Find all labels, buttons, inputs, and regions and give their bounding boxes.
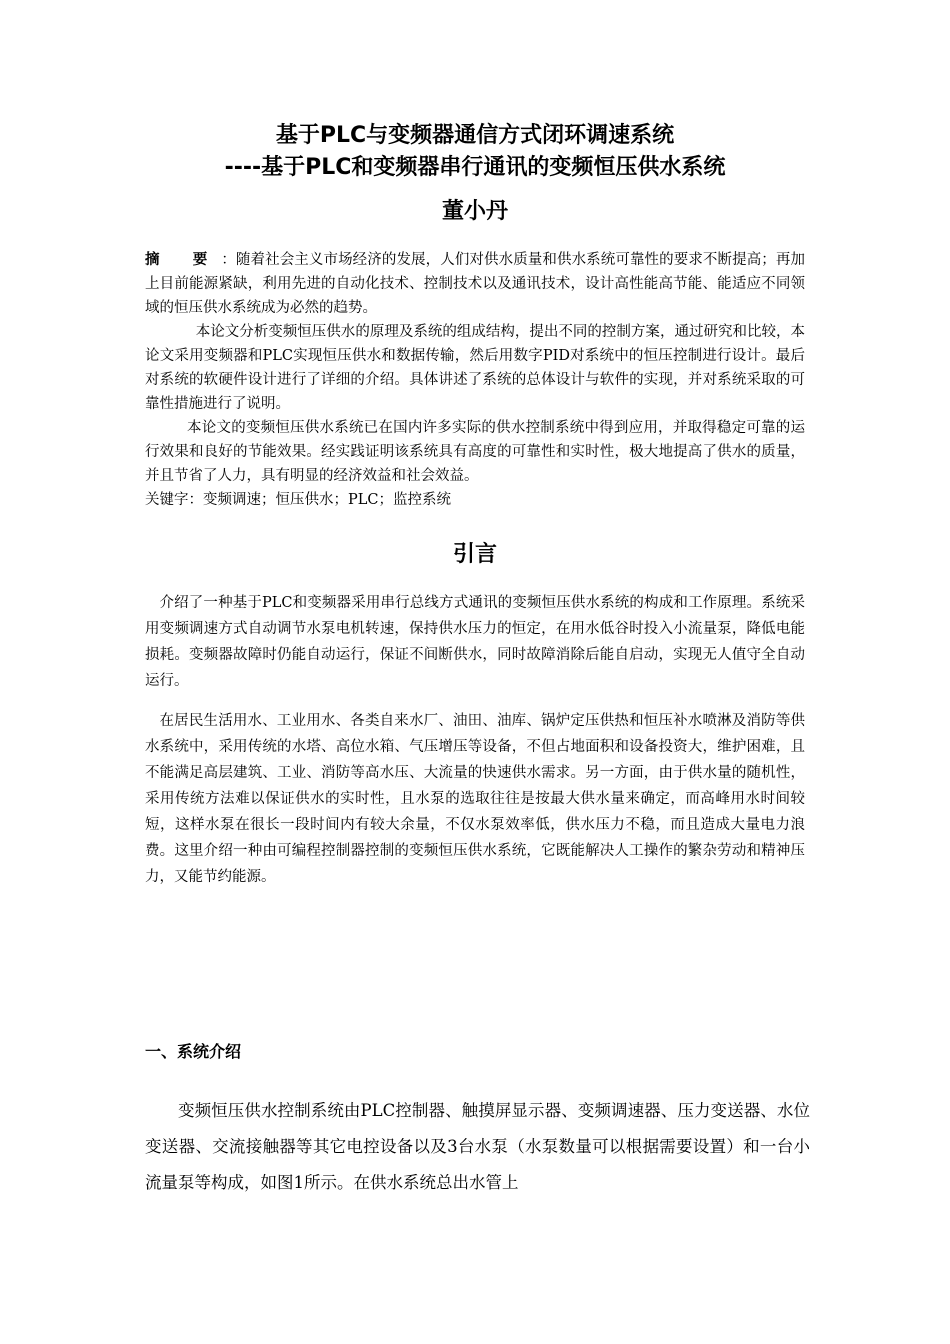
abstract-paragraph-3: 本论文的变频恒压供水系统已在国内许多实际的供水控制系统中得到应用，并取得稳定可靠的运行效果和良好的节能效果。经实践证明该系统具有高度的可靠性和实时性，极大地提高了供水的质量，并且节省了人力，具有明显的经济效益和社会效益。	[145, 420, 805, 484]
abstract-label: 摘 要	[145, 251, 222, 268]
paper-page	[145, 120, 805, 890]
abstract-paragraph-1	[145, 248, 805, 320]
introduction-paragraph-2: 在居民生活用水、工业用水、各类自来水厂、油田、油库、锅炉定压供热和恒压补水喷淋及消防等供水系统中，采用传统的水塔、高位水箱、气压增压等设备，不但占地面积和设备投资大，维护困难，且不能满足高层建筑、工业、消防等高水压、大流量的快速供水需求。另一方面，由于供水量的随机性，采用传统方法难以保证供水的实时性，且水泵的选取往往是按最大供水量来确定，而高峰用水时间较短，这样水泵在很长一段时间内有较大余量，不仅水泵效率低，供水压力不稳，而且造成大量电力浪费。这里介绍一种由可编程控制器控制的变频恒压供水系统，它既能解决人工操作的繁杂劳动和精神压力，又能节约能源。	[145, 713, 805, 885]
introduction-paragraph-1: 介绍了一种基于PLC和变频器采用串行总线方式通讯的变频恒压供水系统的构成和工作原理。系统采用变频调速方式自动调节水泵电机转速，保持供水压力的恒定，在用水低谷时投入小流量泵，降低电能损耗。变频器故障时仍能自动运行，保证不间断供水，同时故障消除后能自启动，实现无人值守全自动运行。	[145, 595, 805, 689]
abstract-text-1: ：随着社会主义市场经济的发展，人们对供水质量和供水系统可靠性的要求不断提高；再加上目前能源紧缺，利用先进的自动化技术、控制技术以及通讯技术，设计高性能高节能、能适应不同领域的恒压供水系统成为必然的趋势。	[145, 252, 805, 316]
author-name: 董小丹	[441, 199, 508, 224]
section-1-heading: 一、系统介绍	[145, 1042, 242, 1061]
paper-subtitle: ----基于PLC和变频器串行通讯的变频恒压供水系统	[224, 155, 726, 180]
abstract-paragraph-2: 本论文分析变频恒压供水的原理及系统的组成结构，提出不同的控制方案，通过研究和比较，本论文采用变频器和PLC实现恒压供水和数据传输，然后用数字PID对系统中的恒压控制进行设计。最后对系统的软硬件设计进行了详细的介绍。具体讲述了系统的总体设计与软件的实现，并对系统采取的可靠性措施进行了说明。	[145, 324, 805, 412]
section-1-paragraph-1: 变频恒压供水控制系统由PLC控制器、触摸屏显示器、变频调速器、压力变送器、水位变送器、交流接触器等其它电控设备以及3台水泵（水泵数量可以根据需要设置）和一台小流量泵等构成，如图1所示。在供水系统总出水管上	[145, 1101, 810, 1192]
introduction-heading: 引言	[452, 542, 497, 567]
keywords: 关键字：变频调速；恒压供水；PLC；监控系统	[145, 492, 451, 508]
paper-title: 基于PLC与变频器通信方式闭环调速系统	[275, 123, 675, 148]
